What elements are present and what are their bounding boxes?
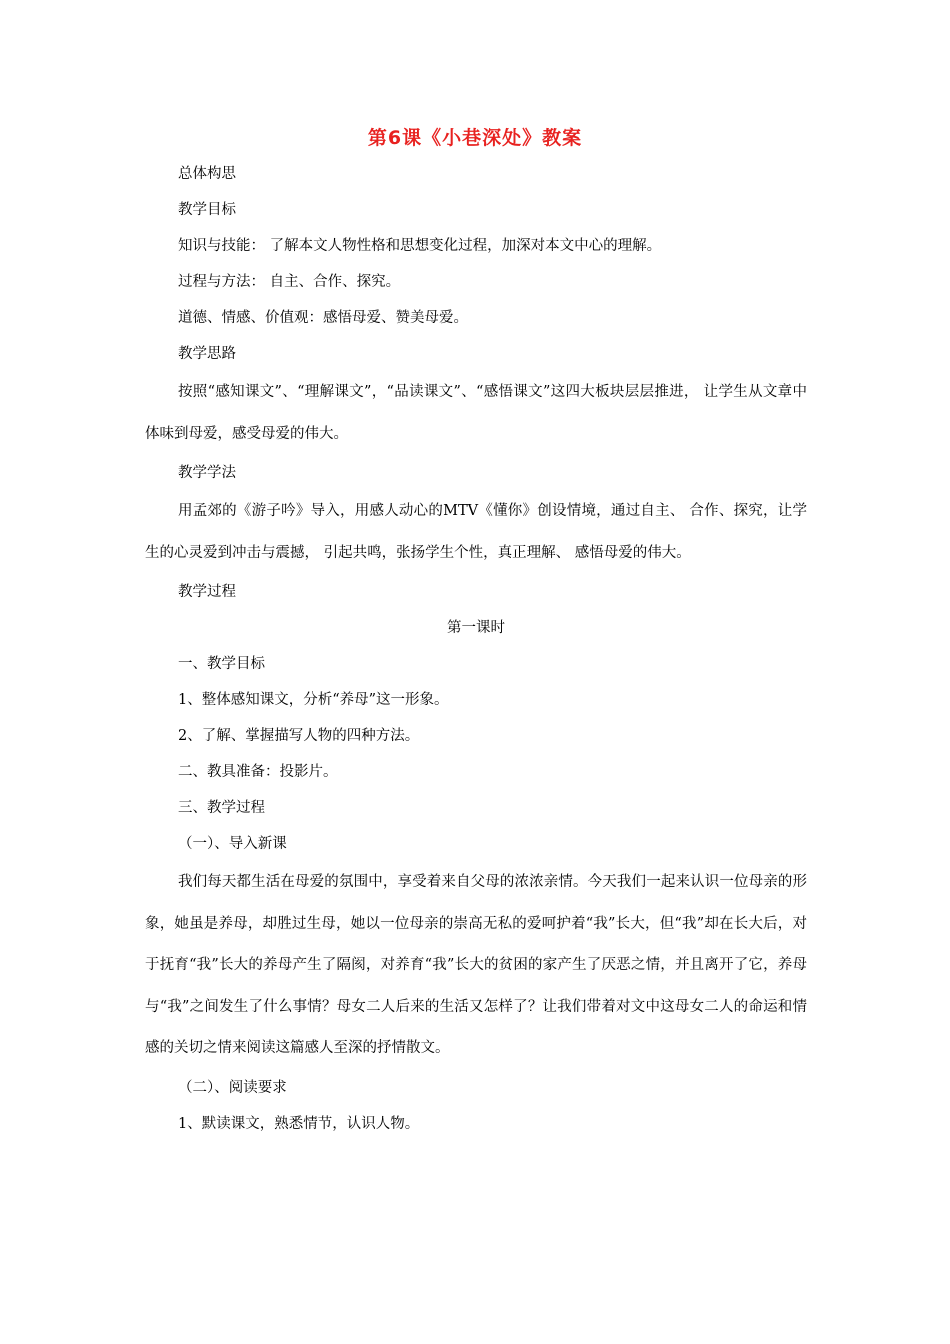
reading-requirement-1: 1、默读课文，熟悉情节，认识人物。 [178, 1115, 420, 1132]
section-teaching-goals: 一、教学目标 [178, 656, 265, 672]
goal-item-2: 2、了解、掌握描写人物的四种方法。 [178, 728, 420, 744]
document-title: 第6课《小巷深处》教案 [367, 127, 583, 149]
goal-process-methods: 过程与方法： 自主、合作、探究。 [178, 274, 401, 290]
teaching-methods-text: 用孟郊的《游子吟》导入，用感人动心的MTV《懂你》创设情境，通过自主、 合作、探究，让学生的心灵爱到冲击与震撼， 引起共鸣，张扬学生个性，真正理解、 感悟母爱的伟大。 [145, 503, 807, 561]
section-teaching-aids: 二、教具准备：投影片。 [178, 764, 338, 780]
subsection-introduction: （一）、导入新课 [178, 836, 287, 852]
goal-item-1: 1、整体感知课文，分析“养母”这一形象。 [178, 692, 449, 708]
heading-teaching-goals: 教学目标 [178, 202, 236, 218]
introduction-text: 我们每天都生活在母爱的氛围中，享受着来自父母的浓浓亲情。今天我们一起来认识一位母亲的形象，她虽是养母，却胜过生母，她以一位母亲的崇高无私的爱呵护着“我”长大，但“我”却在长大后，对于抚育“我”长大的养母产生了隔阂，对养育“我”长大的贫困的家产生了厌恶之情，并且离开了它，养母与“我”之间发生了什么事情？母女二人后来的生活又怎样了？让我们带着对文中这母女二人的命运和情感的关切之情来阅读这篇感人至深的抒情散文。 [145, 874, 807, 1056]
heading-teaching-process: 教学过程 [178, 584, 236, 600]
heading-overall-concept: 总体构思 [178, 166, 236, 182]
subsection-reading-requirements: （二）、阅读要求 [178, 1079, 287, 1096]
goal-knowledge-skills: 知识与技能： 了解本文人物性格和思想变化过程，加深对本文中心的理解。 [178, 238, 662, 254]
document-body [145, 156, 807, 1142]
section-teaching-process: 三、教学过程 [178, 800, 265, 816]
heading-teaching-approach: 教学思路 [178, 346, 236, 362]
teaching-approach-text: 按照“感知课文”、“理解课文”，“品读课文”、“感悟课文”这四大板块层层推进， 让学生从文章中体味到母爱，感受母爱的伟大。 [145, 384, 807, 442]
heading-teaching-methods: 教学学法 [178, 465, 236, 481]
lesson-period-heading: 第一课时 [447, 620, 505, 636]
goal-moral-values: 道德、情感、价值观：感悟母爱、赞美母爱。 [178, 310, 468, 326]
